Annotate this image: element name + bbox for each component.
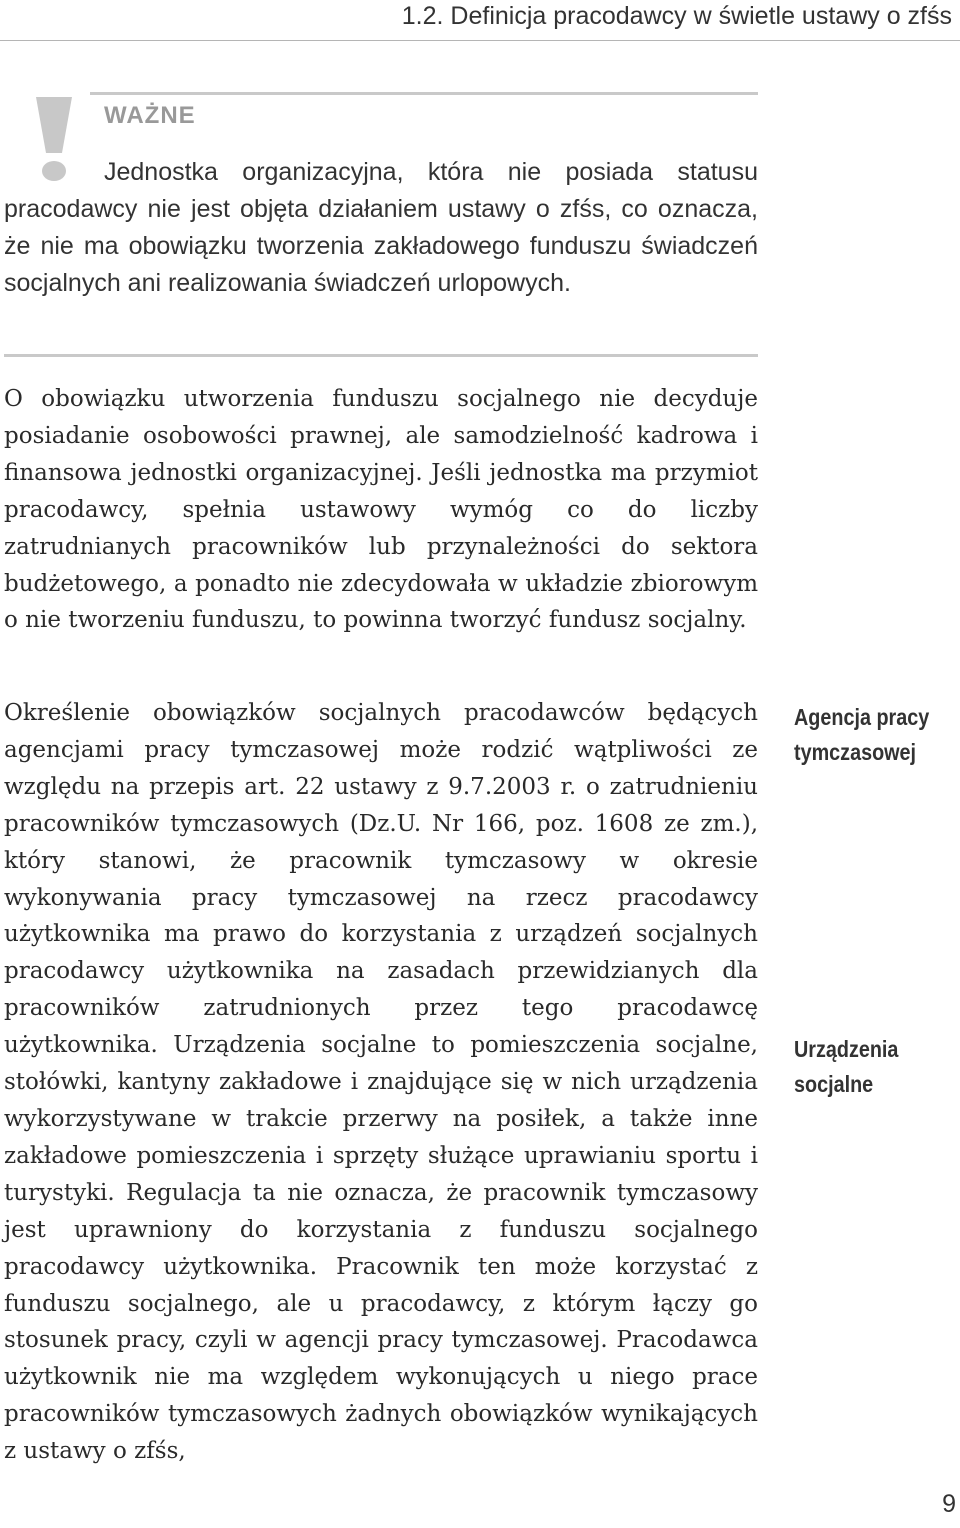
important-box-bottom-rule — [4, 354, 758, 357]
page-number: 9 — [942, 1490, 956, 1518]
margin-note-social-facilities: Urządzenia socjalne — [794, 1036, 899, 1097]
important-note-text: Jednostka organizacyjna, która nie posiada statusu pracodawcy nie jest objęta działaniem ustawy o zfśs, co oznacza, że nie ma obowiązku tworzenia zakładowego funduszu świadczeń socjalnych ani realizowania świadczeń urlopowych. — [4, 158, 758, 297]
body-paragraph-2: Określenie obowiązków socjalnych pracodawców będących agencjami pracy tymczasowej może rodzić wątpliwości ze względu na przepis art. 22 ustawy z 9.7.2003 r. o zatrudnieniu pracowników tymczasowych (Dz.U. Nr 166, poz. 1608 ze zm.), który stanowi, że pracownik tymczasowy w okresie wykonywania pracy tymczasowej na rzecz pracodawcy użytkownika ma prawo do korzystania z urządzeń socjalnych pracodawcy użytkownika na zasadach przewidzianych dla pracowników zatrudnionych przez tego pracodawcę użytkownika. Urządzenia socjalne to pomieszczenia socjalne, stołówki, kantyny zakładowe i znajdujące się w nich urządzenia wykorzystywane w trakcie przerwy na posiłek, a także inne zakładowe pomieszczenia i sprzęty służące uprawianiu sportu i turystyki. Regulacja ta nie oznacza, że pracownik tymczasowy jest uprawniony do korzystania z funduszu socjalnego pracodawcy użytkownika. Pracownik ten może korzystać z funduszu socjalnego, ale u pracodawcy, z którym łączy go stosunek pracy, czyli w agencji pracy tymczasowej. Pracodawca użytkownik nie ma względem wykonujących u niego prace pracowników tymczasowych żadnych obowiązków wynikających z ustawy o zfśs, — [4, 700, 758, 1465]
running-header: 1.2. Definicja pracodawcy w świetle ustawy o zfśs — [401, 2, 952, 30]
body-paragraph-1: O obowiązku utworzenia funduszu socjalnego nie decyduje posiadanie osobowości prawnej, ale samodzielność kadrowa i finansowa jednostki organizacyjnej. Jeśli jednostka ma przymiot pracodawcy, spełnia ustawowy wymóg co do liczby zatrudnianych pracowników lub przynależności do sektora budżetowego, a ponadto nie zdecydowała w układzie zbiorowym o nie tworzeniu funduszu, to powinna tworzyć fundusz socjalny. — [4, 386, 758, 634]
header-divider — [0, 40, 960, 41]
important-label: WAŻNE — [104, 102, 196, 129]
margin-note-temporary-work-agency: Agencja pracy tymczasowej — [794, 704, 930, 765]
important-box-top-rule — [90, 92, 758, 95]
